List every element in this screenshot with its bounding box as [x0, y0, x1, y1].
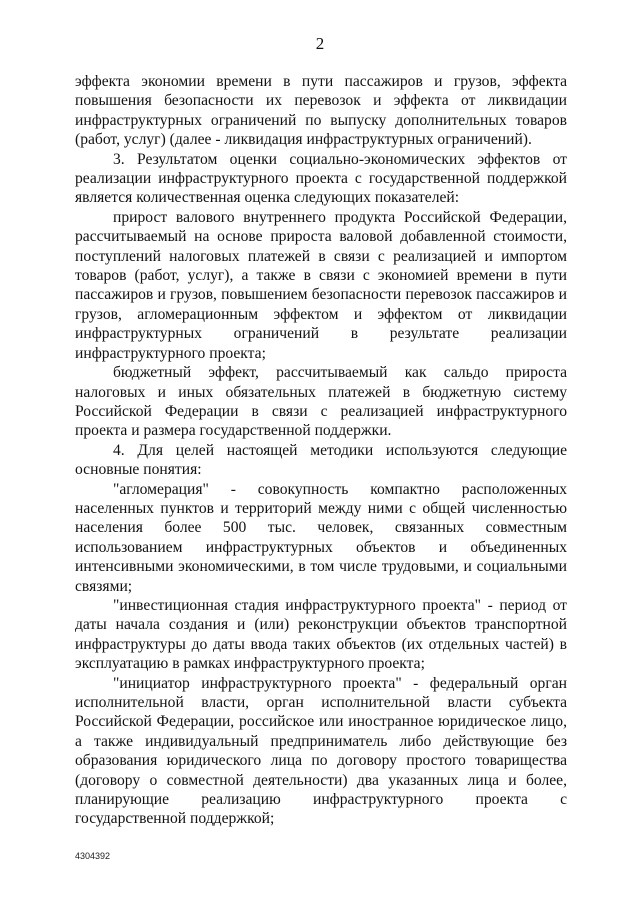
definition-investment-stage: "инвестиционная стадия инфраструктурного проекта" - период от даты начала создания и (или) реконструкции объектов транспортной инфраструктуры до даты ввода таких объектов (их отдельных частей) в эксплуатацию в рамках инфраструктурного проекта;	[75, 596, 567, 673]
definition-project-initiator: "инициатор инфраструктурного проекта" - федеральный орган исполнительной власти, орган исполнительной власти субъекта Российской Федерации, российское или иностранное юридическое лицо, а также индивидуальный предприниматель либо действующие без образования юридического лица по договору простого товарищества (договору о совместной деятельности) два указанных лица и более, планирующие реализацию инфраструктурного проекта с государственной поддержкой;	[75, 674, 567, 828]
paragraph-item-4: 4. Для целей настоящей методики используются следующие основные понятия:	[75, 441, 567, 479]
paragraph-item-3: 3. Результатом оценки социально-экономических эффектов от реализации инфраструктурного проекта с государственной поддержкой является количественная оценка следующих показателей:	[75, 150, 567, 207]
page-number: 2	[315, 34, 325, 53]
paragraph-budget-effect: бюджетный эффект, рассчитываемый как сальдо прироста налоговых и иных обязательных платежей в бюджетную систему Российской Федерации в связи с реализацией инфраструктурного проекта и размера государственной поддержки.	[75, 364, 567, 440]
paragraph-continuation: эффекта экономии времени в пути пассажиров и грузов, эффекта повышения безопасности их перевозок и эффекта от ликвидации инфраструктурных ограничений по выпуску дополнительных товаров (работ, услуг) (далее - ликвидация инфраструктурных ограничений).	[75, 73, 567, 149]
definition-agglomeration: "агломерация" - совокупность компактно расположенных населенных пунктов и территорий между ними с общей численностью населения более 500 тыс. человек, связанных совместным использованием инфраструктурных объектов и объединенных интенсивными экономическими, в том числе трудовыми, и социальными связями;	[75, 480, 567, 595]
document-body	[75, 72, 567, 829]
paragraph-gdp-growth: прирост валового внутреннего продукта Российской Федерации, рассчитываемый на основе прироста валовой добавленной стоимости, поступлений налоговых платежей в связи с реализацией и импортом товаров (работ, услуг), а также в связи с экономией времени в пути пассажиров и грузов, повышением безопасности перевозок пассажиров и грузов, агломерационным эффектом и эффектом от ликвидации инфраструктурных ограничений в результате реализации инфраструктурного проекта;	[75, 208, 567, 362]
document-id: 4304392	[75, 851, 111, 861]
